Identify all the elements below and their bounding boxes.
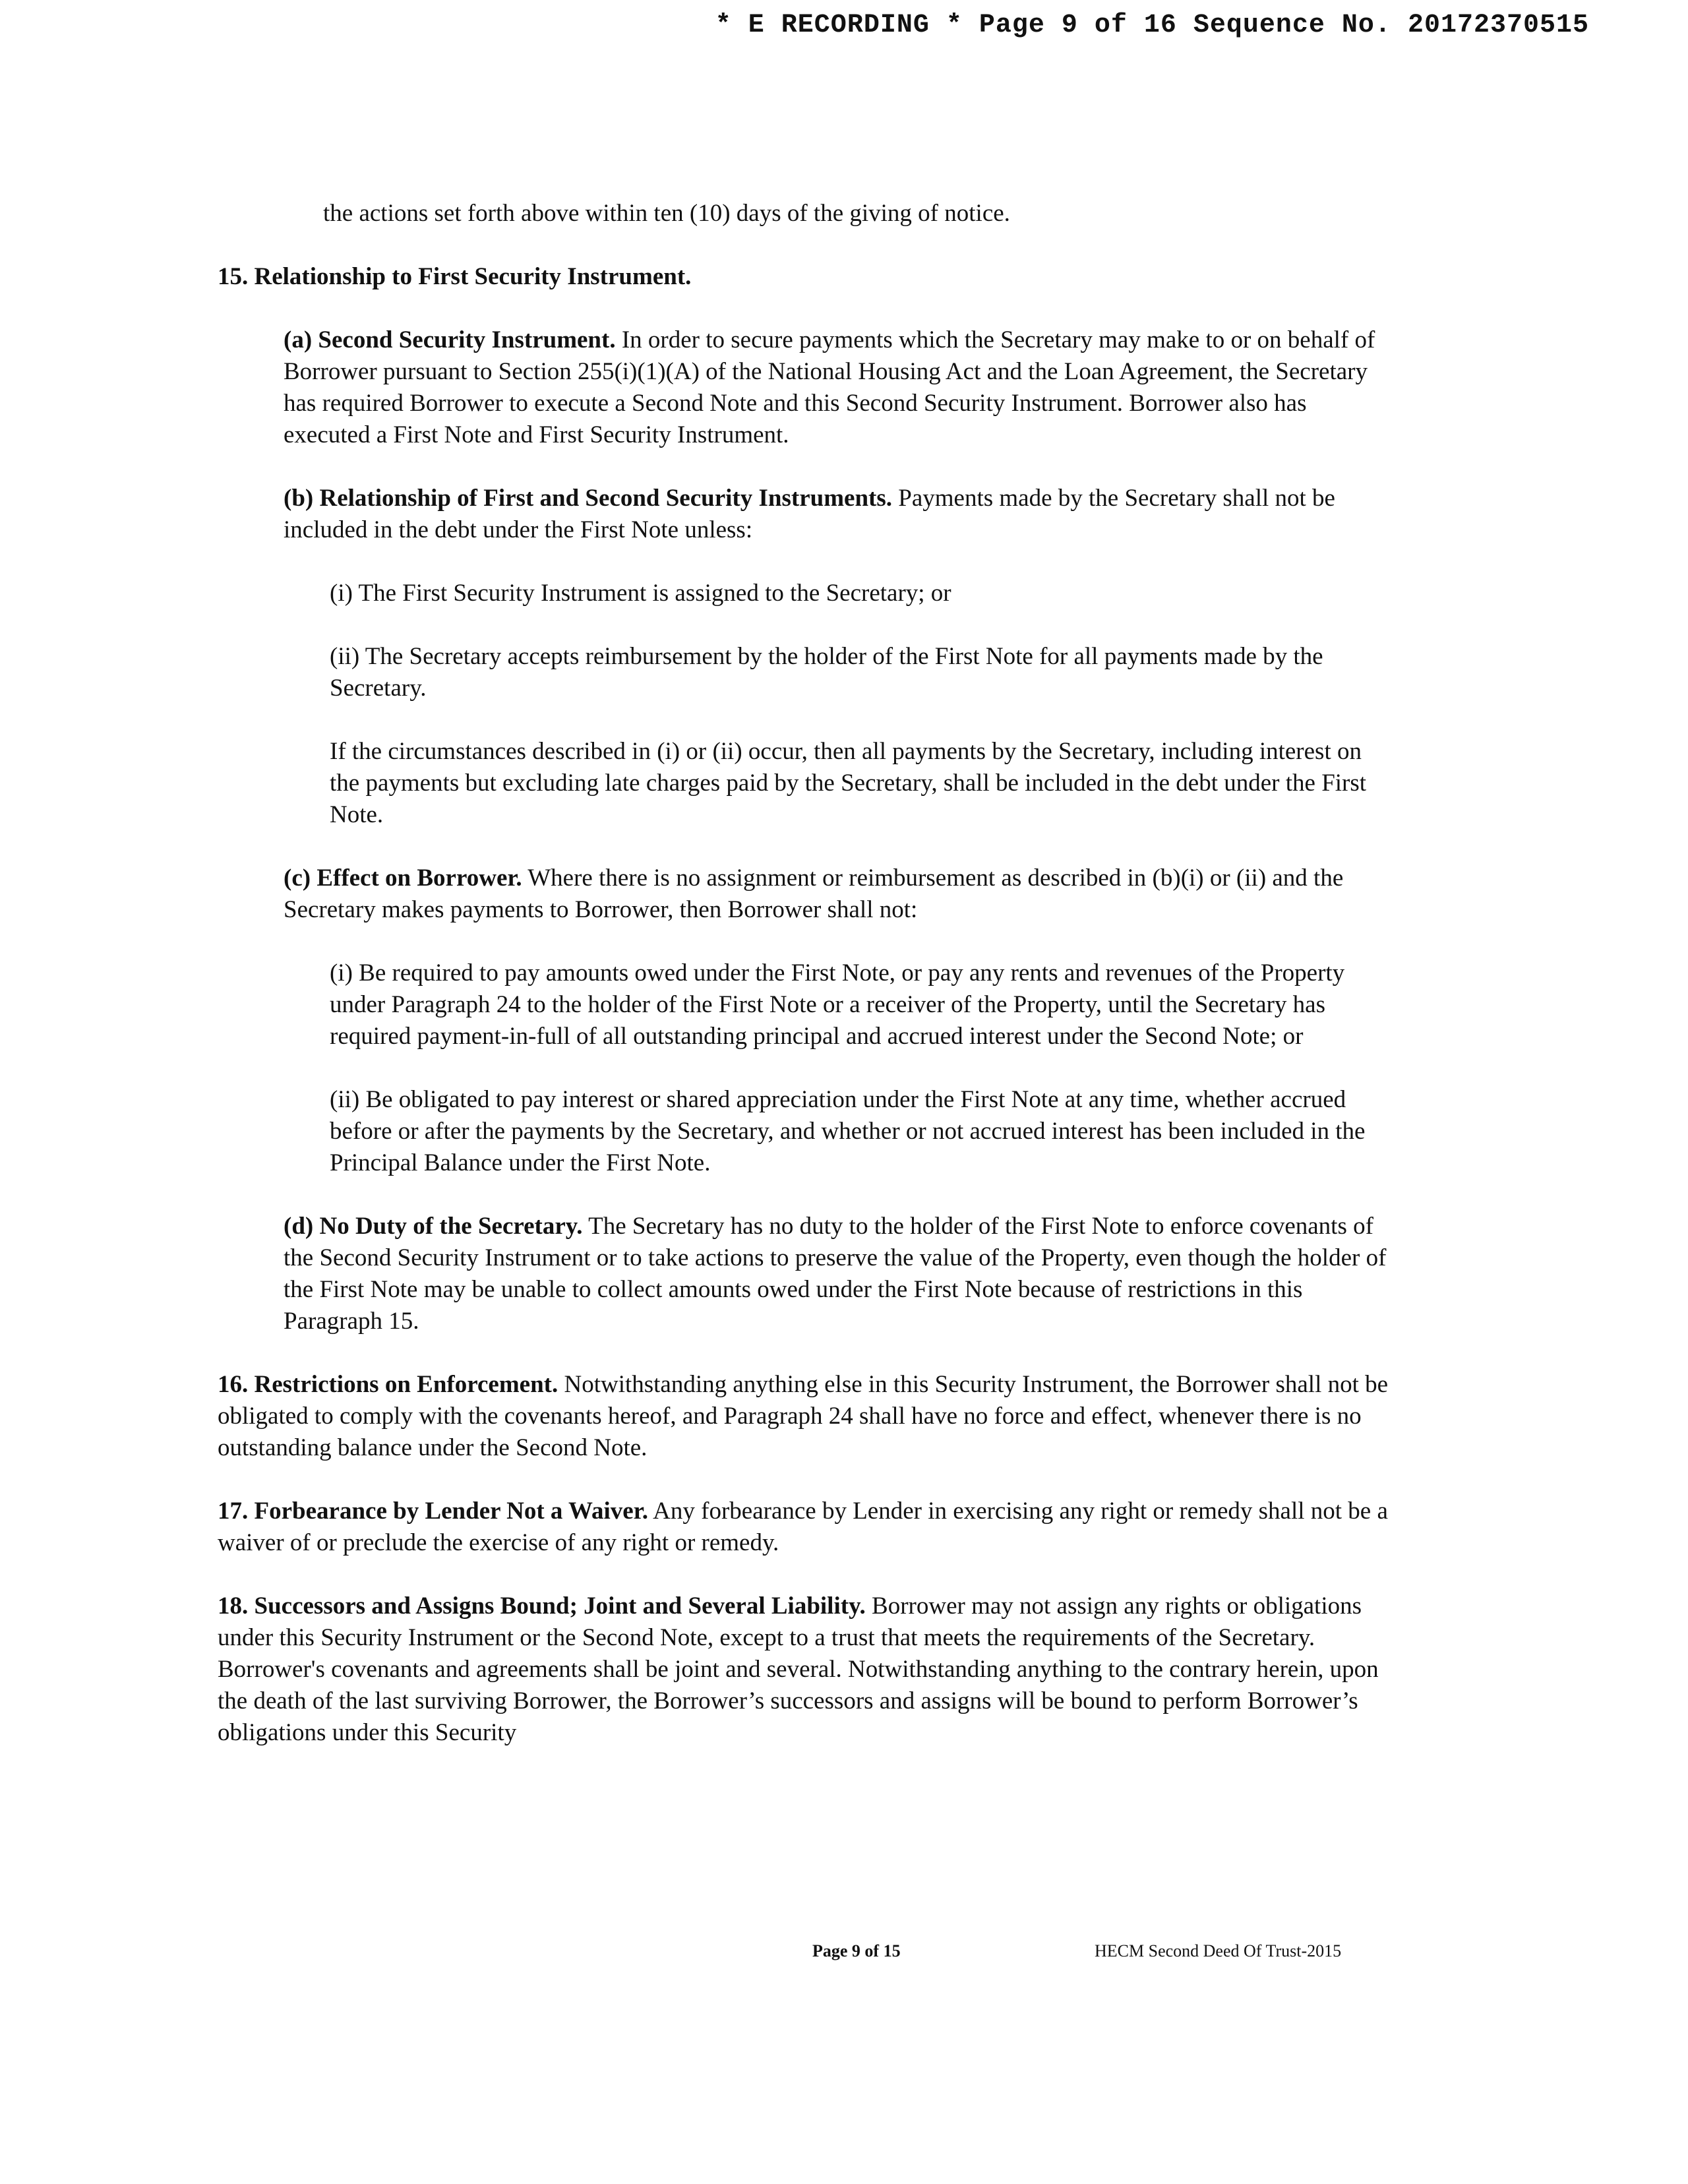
paragraph-15c	[284, 863, 1391, 926]
paragraph-15c-ii: (ii) Be obligated to pay interest or shared appreciation under the First Note at any time, whether accrued before or after the payments by the Secretary, and whether or not accrued interest has been included in the Principal Balance under the First Note.	[330, 1086, 1366, 1176]
paragraph-15b-i: (i) The First Security Instrument is assigned to the Secretary; or	[330, 580, 951, 607]
paragraph-15c-text: Where there is no assignment or reimbursement as described in (b)(i) or (ii) and the Secretary makes payments to Borrower, then Borrower shall not:	[284, 864, 1344, 923]
section-17-title: 17. Forbearance by Lender Not a Waiver.	[218, 1498, 648, 1525]
section-15-heading	[218, 261, 1391, 293]
paragraph-15b-title: (b) Relationship of First and Second Security Instruments.	[284, 485, 892, 512]
section-16-title: 16. Restrictions on Enforcement.	[218, 1371, 558, 1398]
paragraph-15a	[284, 324, 1391, 451]
paragraph-15b-ii: (ii) The Secretary accepts reimbursement by the holder of the First Note for all payments made by the Secretary.	[330, 643, 1323, 702]
recording-stamp: * E RECORDING * Page 9 of 16 Sequence No. 20172370515	[715, 11, 1589, 40]
paragraph-15c-i: (i) Be required to pay amounts owed under the First Note, or pay any rents and revenues of the Property under Paragraph 24 to the holder of the First Note or a receiver of the Property, until the Secretary has required payment-in-full of all outstanding principal and accrued interest under the Second Note; or	[330, 959, 1345, 1050]
section-18-title: 18. Successors and Assigns Bound; Joint and Several Liability.	[218, 1592, 866, 1620]
paragraph-15a-title: (a) Second Security Instrument.	[284, 326, 616, 353]
section-17-text: Any forbearance by Lender in exercising any right or remedy shall not be a waiver of or preclude the exercise of any right or remedy.	[218, 1498, 1388, 1556]
paragraph-15d-title: (d) No Duty of the Secretary.	[284, 1213, 583, 1240]
paragraph-15b	[284, 483, 1391, 546]
section-15-title: 15. Relationship to First Security Instrument.	[218, 263, 692, 290]
paragraph-15a-text: In order to secure payments which the Secretary may make to or on behalf of Borrower pursuant to Section 255(i)(1)(A) of the National Housing Act and the Loan Agreement, the Secretary has required Borrower to execute a Second Note and this Second Security Instrument. Borrower also has executed a First Note and First Security Instrument.	[284, 326, 1375, 448]
section-18	[218, 1591, 1391, 1749]
document-body	[218, 198, 1391, 1780]
paragraph-15d	[284, 1211, 1391, 1337]
paragraph-15c-title: (c) Effect on Borrower.	[284, 864, 522, 892]
section-16-text: Notwithstanding anything else in this Security Instrument, the Borrower shall not be obligated to comply with the covenants hereof, and Paragraph 24 shall have no force and effect, whenever there is no outstanding balance under the Second Note.	[218, 1371, 1389, 1461]
paragraph-15b-text: Payments made by the Secretary shall not be included in the debt under the First Note unless:	[284, 485, 1335, 543]
section-18-text: Borrower may not assign any rights or obligations under this Security Instrument or the Second Note, except to a trust that meets the requirements of the Secretary. Borrower's covenants and agreements shall be joint and several. Notwithstanding anything to the contrary herein, upon the death of the last surviving Borrower, the Borrower’s successors and assigns will be bound to perform Borrower’s obligations under this Security	[218, 1592, 1379, 1746]
paragraph-15b-after: If the circumstances described in (i) or (ii) occur, then all payments by the Secretary, including interest on the payments but excluding late charges paid by the Secretary, shall be included in the debt under the First Note.	[330, 738, 1367, 828]
section-16	[218, 1369, 1391, 1464]
continuation-text: the actions set forth above within ten (10) days of the giving of notice.	[323, 200, 1010, 227]
section-17	[218, 1496, 1391, 1559]
paragraph-15d-text: The Secretary has no duty to the holder of the First Note to enforce covenants of the Second Security Instrument or to take actions to preserve the value of the Property, even though the holder of the First Note may be unable to collect amounts owed under the First Note because of restrictions in this Paragraph 15.	[284, 1213, 1387, 1335]
footer-form-name: HECM Second Deed Of Trust-2015	[1095, 1941, 1342, 1960]
footer-page-number: Page 9 of 15	[812, 1941, 901, 1960]
